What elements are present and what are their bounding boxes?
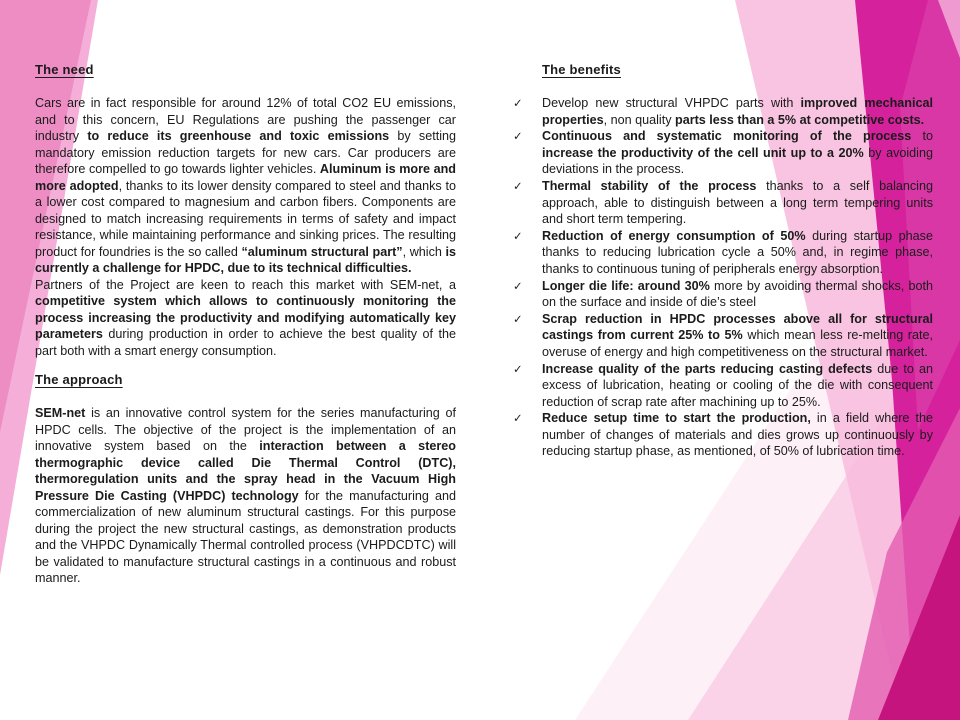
need-paragraphs: [35, 95, 456, 359]
benefit-item-text: Reduction of energy consumption of 50% during startup phase thanks to reducing lubrication cycle a 50% and, in regime phase, thanks to continuous tuning of peripherals energy absorption.: [542, 228, 933, 276]
check-icon: ✓: [513, 230, 523, 243]
benefit-item: [512, 410, 933, 460]
benefit-item-text: Longer die life: around 30% more by avoiding thermal shocks, both on the surface and inside of die’s steel: [542, 278, 933, 310]
need-paragraph: Partners of the Project are keen to reach this market with SEM-net, a competitive system which allows to continuously monitoring the process increasing the productivity and modifying automatically key parameters during production in order to achieve the best quality of the part both with a smart energy consumption.: [35, 277, 456, 358]
benefit-item-text: Thermal stability of the process thanks to a self balancing approach, able to distinguish between a long term tempering units and short term tempering.: [542, 178, 933, 227]
benefit-item: [512, 95, 933, 128]
benefit-item: [512, 128, 933, 178]
check-icon: ✓: [513, 180, 523, 193]
check-icon: ✓: [513, 313, 523, 326]
need-paragraph: Cars are in fact responsible for around 12% of total CO2 EU emissions, and to this concern, EU Regulations are pushing the passenger car industry to reduce its greenhouse and toxic emissions by setting mandatory emission reduction targets for new cars. Car producers are therefore compelled to go towards lighter vehicles. Aluminum is more and more adopted, thanks to its lower density compared to steel and thanks to a lower cost compared to magnesium and carbon fibers. Components are designed to match increasing requirements in terms of safety and impact resistance, while maintaining performance and sinking prices. The resulting product for foundries is the so called “aluminum structural part”, which is currently a challenge for HPDC, due to its technical difficulties.: [35, 96, 457, 275]
benefit-item-text: Continuous and systematic monitoring of the process to increase the productivity of the cell unit up to a 20% by avoiding deviations in the process.: [542, 129, 933, 177]
check-icon: ✓: [513, 131, 523, 144]
benefit-item: [512, 361, 933, 411]
right-column: [512, 62, 933, 460]
benefit-item: [512, 311, 933, 361]
approach-paragraphs: [35, 405, 456, 587]
check-icon: ✓: [513, 363, 523, 376]
approach-heading: The approach: [35, 372, 123, 387]
left-column: [35, 62, 456, 587]
check-icon: ✓: [513, 98, 523, 110]
benefit-item-text: Increase quality of the parts reducing casting defects due to an excess of lubrication, heating or cooling of the die with consequent reduction of scrap rate after machining up to 25%.: [542, 361, 933, 409]
benefits-heading: The benefits: [542, 62, 621, 77]
approach-section: [35, 372, 456, 587]
benefits-section: [512, 62, 933, 460]
check-icon: ✓: [513, 280, 523, 293]
check-icon: ✓: [513, 413, 523, 426]
need-section: [35, 62, 456, 359]
benefit-item-text: Scrap reduction in HPDC processes above all for structural castings from current 25% to 5% which mean less re-melting rate, overuse of energy and high competitiveness on the structural market.: [542, 311, 934, 359]
approach-paragraph: SEM-net is an innovative control system for the series manufacturing of HPDC cells. The objective of the project is the implementation of an innovative system based on the interaction between a stereo thermographic device called Die Thermal Control (DTC), thermoregulation units and the spray head in the Vacuum High Pressure Die Casting (VHPDC) technology for the manufacturing and commercialization of new aluminum structural castings. For this purpose during the project the new structural castings, as demonstration products and the VHPDC Dynamically Thermal controlled process (VHPDCDTC) will be validated to manufacture structural castings in a continuous and robust manner.: [35, 406, 456, 585]
benefit-item: [512, 178, 933, 228]
benefit-item: [512, 228, 933, 278]
benefit-item-text: Develop new structural VHPDC parts with improved mechanical properties, non quality parts less than a 5% at competitive costs.: [542, 96, 933, 127]
benefit-item-text: Reduce setup time to start the production, in a field where the number of changes of materials and dies grows up continuously by reducing startup phase, as mentioned, of 50% of lubrication time.: [542, 411, 934, 459]
benefit-item: [512, 278, 933, 311]
benefits-list: [512, 95, 933, 460]
need-heading: The need: [35, 62, 94, 77]
